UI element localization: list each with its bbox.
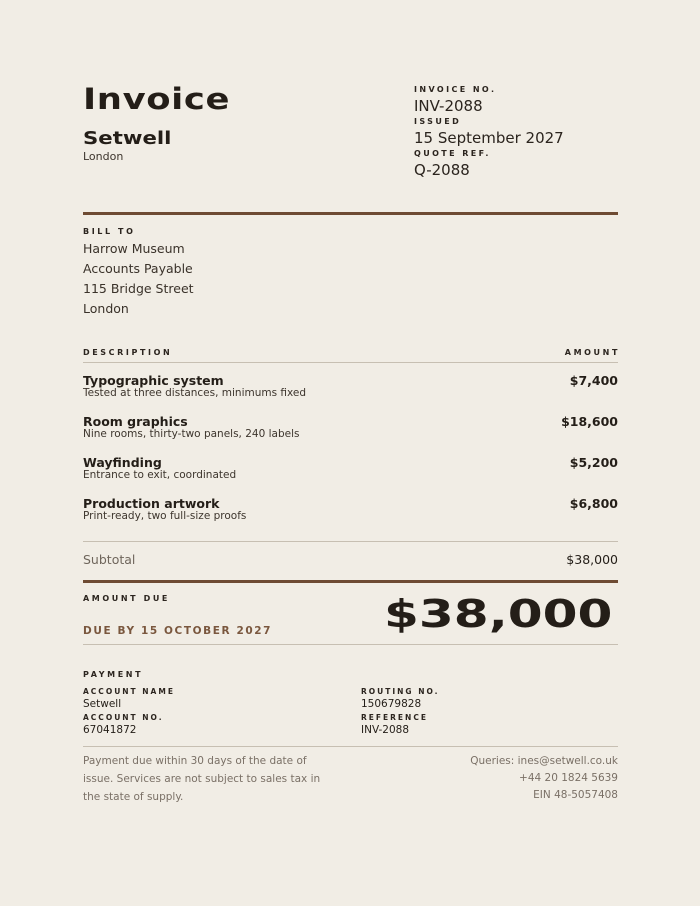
invoice-title	[83, 82, 231, 122]
phone-number: +44 20 1824 5639	[519, 772, 618, 784]
amount-due-value: $38,000	[384, 592, 613, 636]
account-name-label: ACCOUNT NAME	[83, 687, 175, 696]
item-name: Production artwork	[83, 496, 220, 511]
item-amount: $7,400	[569, 373, 618, 388]
bill-to-line: Accounts Payable	[83, 261, 193, 276]
table-header-rule	[83, 362, 618, 363]
issued-value: 15 September 2027	[414, 129, 564, 147]
account-name-value: Setwell	[83, 698, 122, 710]
payment-terms: Payment due within 30 days of the date of issue. Services are not subject to sales tax in the state of supply.	[83, 755, 321, 803]
subtotal-label: Subtotal	[83, 552, 136, 567]
item-description: Print-ready, two full-size proofs	[83, 510, 247, 522]
bill-to-line: London	[83, 301, 129, 316]
header-divider	[83, 212, 618, 215]
amount-header: AMOUNT	[564, 348, 620, 357]
account-no-label: ACCOUNT NO.	[83, 713, 164, 722]
invoice-no-value: INV-2088	[414, 97, 483, 115]
description-header: DESCRIPTION	[83, 348, 173, 357]
subtotal-amount: $38,000	[566, 552, 618, 567]
amount-due-rule	[83, 644, 618, 645]
quote-ref-value: Q-2088	[414, 161, 470, 179]
routing-no-label: ROUTING NO.	[361, 687, 440, 696]
reference-value: INV-2088	[361, 724, 410, 736]
bill-to-line: 115 Bridge Street	[83, 281, 194, 296]
quote-ref-label: QUOTE REF.	[414, 149, 491, 158]
invoice-no-label: INVOICE NO.	[414, 85, 497, 94]
item-name: Typographic system	[83, 373, 224, 388]
issued-label: ISSUED	[414, 117, 462, 126]
reference-label: REFERENCE	[361, 713, 428, 722]
item-amount: $5,200	[569, 455, 618, 470]
routing-no-value: 150679828	[361, 698, 422, 710]
due-by-date: DUE BY 15 OCTOBER 2027	[83, 625, 273, 637]
item-amount: $18,600	[561, 414, 618, 429]
queries-contact: Queries: ines@setwell.co.uk	[470, 755, 618, 767]
item-amount: $6,800	[569, 496, 618, 511]
company-city: London	[83, 150, 124, 163]
amount-due-label: AMOUNT DUE	[83, 594, 170, 603]
payment-label: PAYMENT	[83, 670, 144, 679]
amount-due-total	[384, 592, 653, 640]
subtotal-rule	[83, 541, 618, 542]
item-name: Wayfinding	[83, 455, 162, 470]
amount-due-divider	[83, 580, 618, 583]
bill-to-line: Harrow Museum	[83, 241, 185, 256]
item-description: Nine rooms, thirty-two panels, 240 labels	[83, 428, 300, 440]
bill-to-label: BILL TO	[83, 227, 136, 236]
footer-rule	[83, 746, 618, 747]
invoice-title-text: Invoice	[83, 82, 231, 116]
item-description: Tested at three distances, minimums fixed	[83, 387, 307, 399]
company-name: Setwell	[83, 128, 172, 149]
account-no-value: 67041872	[83, 724, 137, 736]
ein-number: EIN 48-5057408	[533, 789, 618, 801]
item-description: Entrance to exit, coordinated	[83, 469, 237, 481]
item-name: Room graphics	[83, 414, 188, 429]
